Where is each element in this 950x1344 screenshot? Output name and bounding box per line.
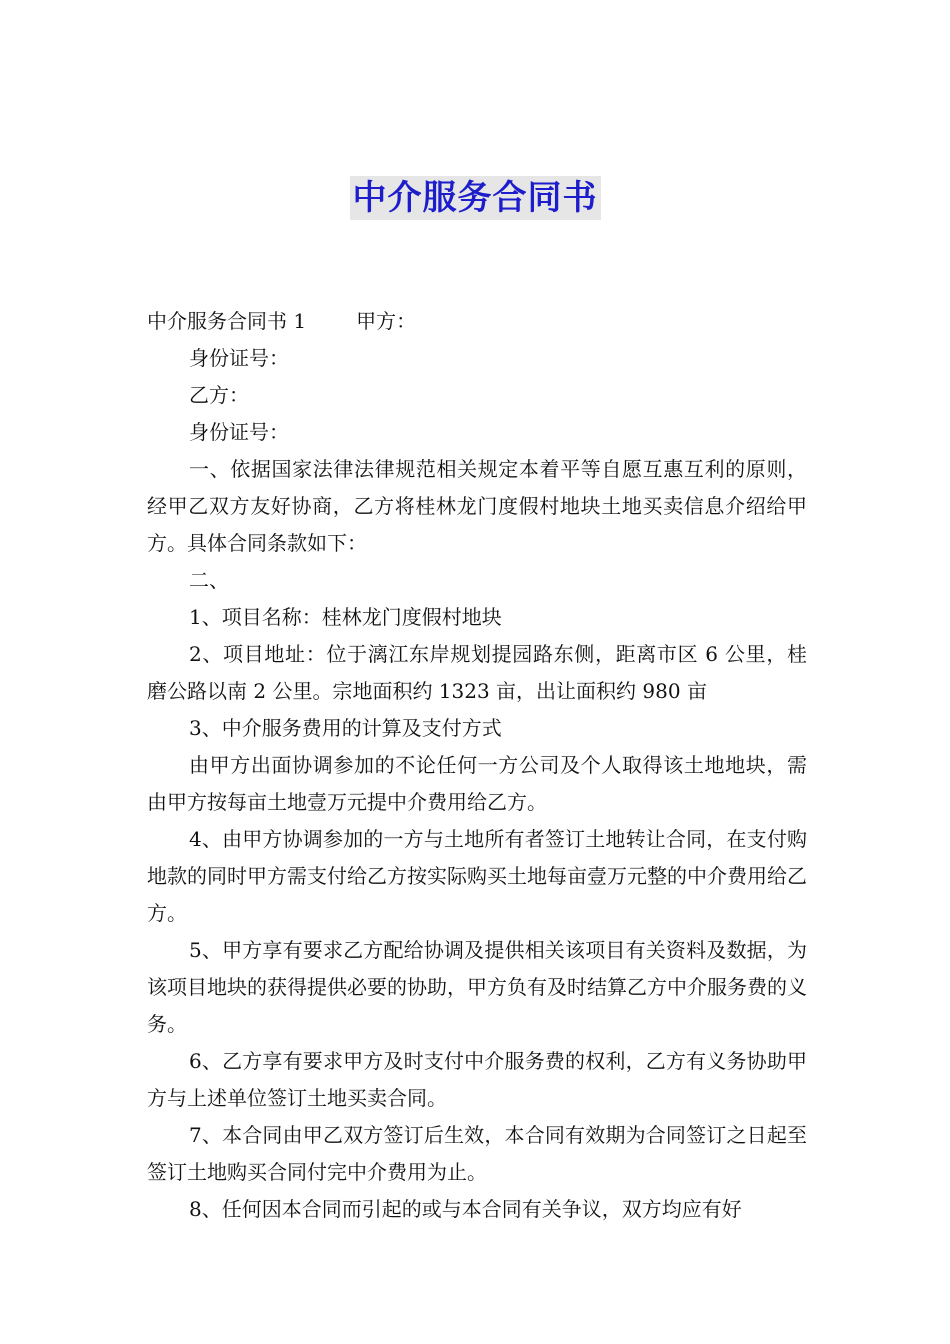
title-container: [0, 176, 950, 220]
item-fee-heading: 3、中介服务费用的计算及支付方式: [189, 716, 502, 740]
item-fee-detail: 由甲方出面协调参加的不论任何一方公司及个人取得该土地地块，需由甲方按每亩土地壹万元提中介费用给乙方。: [147, 753, 807, 814]
party-a-id-field: 身份证号：: [189, 346, 289, 370]
item-8: 8、任何因本合同而引起的或与本合同有关争议，双方均应有好: [189, 1197, 742, 1221]
contract-number: 中介服务合同书 1: [147, 309, 307, 333]
item-5: 5、甲方享有要求乙方配给协调及提供相关该项目有关资料及数据，为该项目地块的获得提供必要的协助，甲方负有及时结算乙方中介服务费的义务。: [147, 938, 807, 1036]
item-project-address: 2、项目地址：位于漓江东岸规划提园路东侧，距离市区 6 公里，桂磨公路以南 2 公里。宗地面积约 1323 亩，出让面积约 980 亩: [147, 642, 807, 703]
party-a-label: 甲方：: [356, 309, 417, 333]
item-6: 6、乙方享有要求甲方及时支付中介服务费的权利，乙方有义务协助甲方与上述单位签订土地买卖合同。: [147, 1049, 807, 1110]
clause-1: 一、依据国家法律法律规范相关规定本着平等自愿互惠互利的原则，经甲乙双方友好协商，乙方将桂林龙门度假村地块土地买卖信息介绍给甲方。具体合同条款如下：: [147, 457, 807, 555]
item-7: 7、本合同由甲乙双方签订后生效，本合同有效期为合同签订之日起至签订土地购买合同付完中介费用为止。: [147, 1123, 807, 1184]
party-b-field: 乙方：: [189, 383, 249, 407]
clause-2-heading: 二、: [189, 568, 229, 592]
item-4: 4、由甲方协调参加的一方与土地所有者签订土地转让合同，在支付购地款的同时甲方需支付给乙方按实际购买土地每亩壹万元整的中介费用给乙方。: [147, 827, 807, 925]
document-title: 中介服务合同书: [350, 176, 601, 220]
item-project-name: 1、项目名称：桂林龙门度假村地块: [189, 605, 502, 629]
heading-line: [147, 303, 807, 340]
party-b-id-field: 身份证号：: [189, 420, 289, 444]
document-body: [147, 303, 807, 1228]
